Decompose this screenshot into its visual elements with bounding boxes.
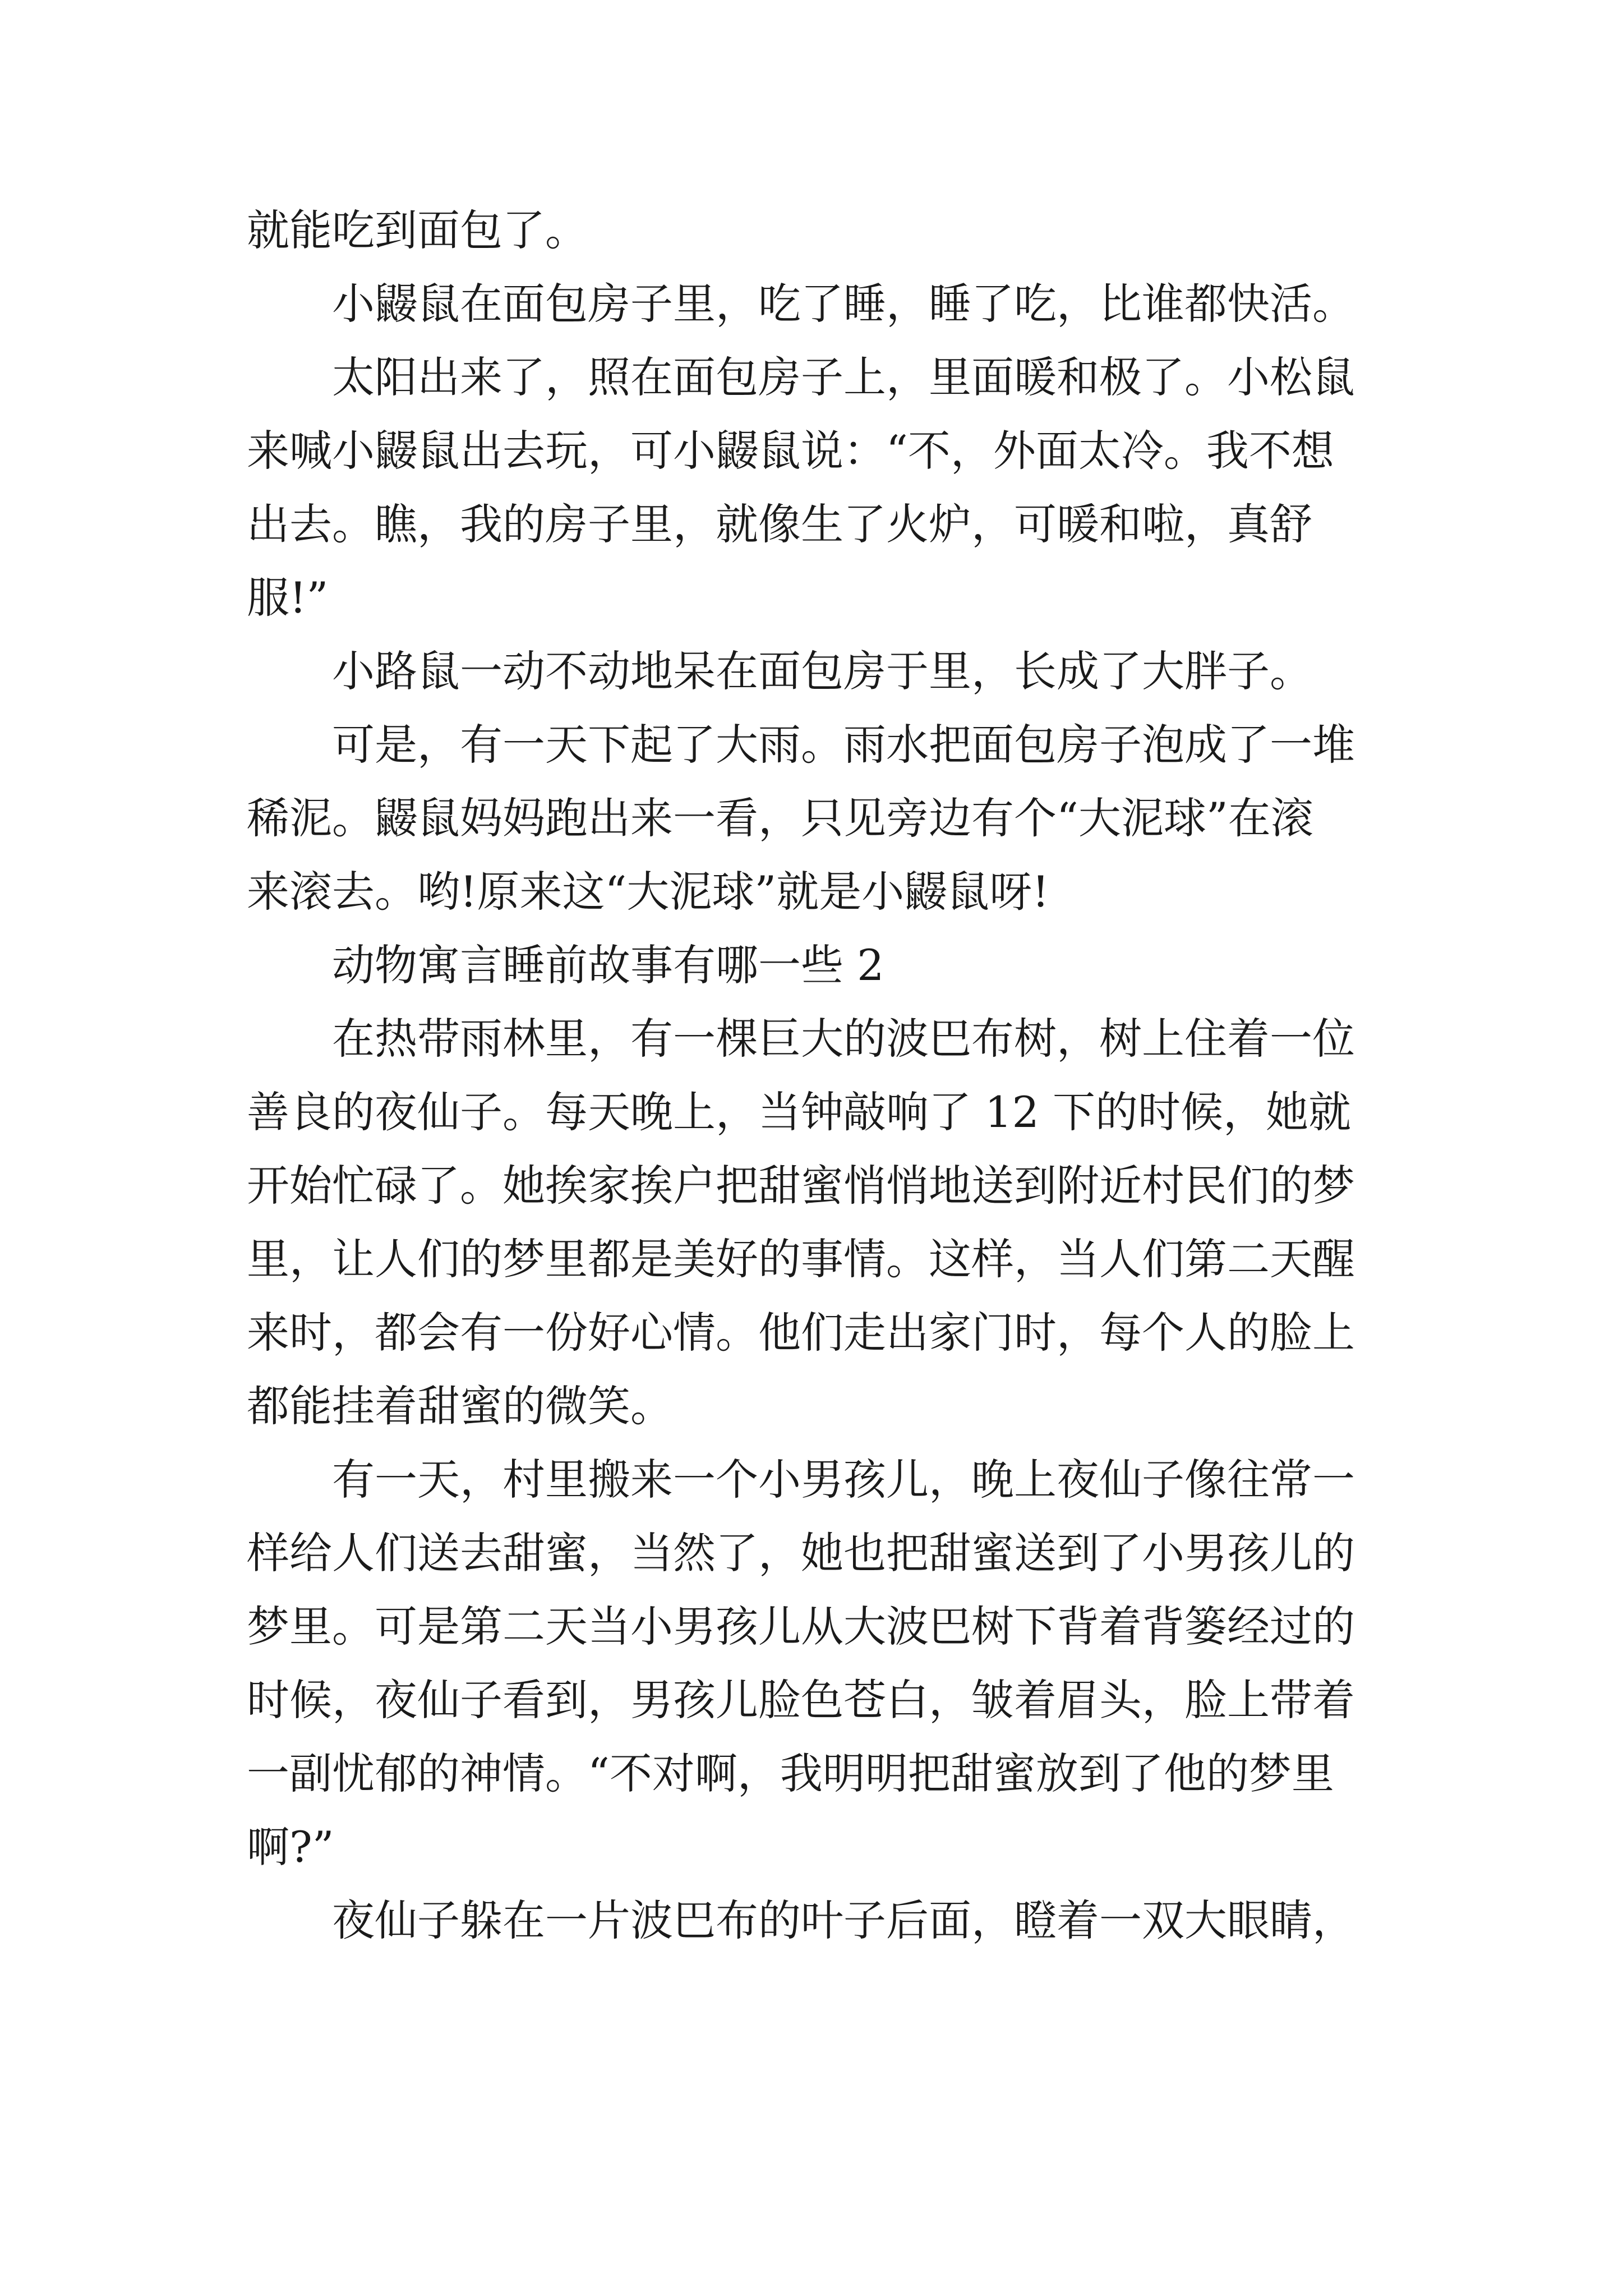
text-line: 里，让人们的梦里都是美好的事情。这样，当人们第二天醒 bbox=[247, 1234, 1355, 1284]
text-line: 一副忧郁的神情。“不对啊，我明明把甜蜜放到了他的梦里 bbox=[247, 1749, 1334, 1798]
text-line: 时候，夜仙子看到，男孩儿脸色苍白，皱着眉头，脸上带着 bbox=[247, 1675, 1355, 1725]
section-heading: 动物寓言睡前故事有哪一些 2 bbox=[332, 940, 884, 990]
text-line: 就能吃到面包了。 bbox=[247, 205, 588, 255]
text-line: 可是，有一天下起了大雨。雨水把面包房子泡成了一堆 bbox=[332, 720, 1355, 770]
text-line: 都能挂着甜蜜的微笑。 bbox=[247, 1381, 673, 1431]
text-line: 啊?” bbox=[247, 1822, 334, 1872]
text-line: 稀泥。鼹鼠妈妈跑出来一看，只见旁边有个“大泥球”在滚 bbox=[247, 793, 1313, 843]
text-line: 开始忙碌了。她挨家挨户把甜蜜悄悄地送到附近村民们的梦 bbox=[247, 1161, 1355, 1211]
text-line: 来滚去。哟!原来这“大泥球”就是小鼹鼠呀! bbox=[247, 867, 1049, 917]
text-line: 梦里。可是第二天当小男孩儿从大波巴树下背着背篓经过的 bbox=[247, 1602, 1355, 1651]
text-line: 善良的夜仙子。每天晚上，当钟敲响了 12 下的时候，她就 bbox=[247, 1087, 1352, 1137]
text-line: 在热带雨林里，有一棵巨大的波巴布树，树上住着一位 bbox=[332, 1014, 1355, 1064]
text-line: 太阳出来了，照在面包房子上，里面暖和极了。小松鼠 bbox=[332, 352, 1355, 402]
document-body bbox=[247, 194, 1396, 1957]
text-line: 服!” bbox=[247, 573, 329, 623]
text-line: 小路鼠一动不动地呆在面包房于里，长成了大胖子。 bbox=[332, 646, 1312, 696]
text-line: 来时，都会有一份好心情。他们走出家门时，每个人的脸上 bbox=[247, 1308, 1355, 1358]
text-line: 夜仙子躲在一片波巴布的叶子后面，瞪着一双大眼睛， bbox=[332, 1895, 1355, 1945]
text-line: 来喊小鼹鼠出去玩，可小鼹鼠说：“不，外面太冷。我不想 bbox=[247, 426, 1334, 476]
text-line: 小鼹鼠在面包房子里，吃了睡，睡了吃，比谁都快活。 bbox=[332, 279, 1355, 329]
text-line: 出去。瞧，我的房子里，就像生了火炉，可暖和啦，真舒 bbox=[247, 499, 1312, 549]
text-line: 有一天，村里搬来一个小男孩儿，晚上夜仙子像往常一 bbox=[332, 1455, 1355, 1504]
text-line: 样给人们送去甜蜜，当然了，她也把甜蜜送到了小男孩儿的 bbox=[247, 1528, 1355, 1578]
